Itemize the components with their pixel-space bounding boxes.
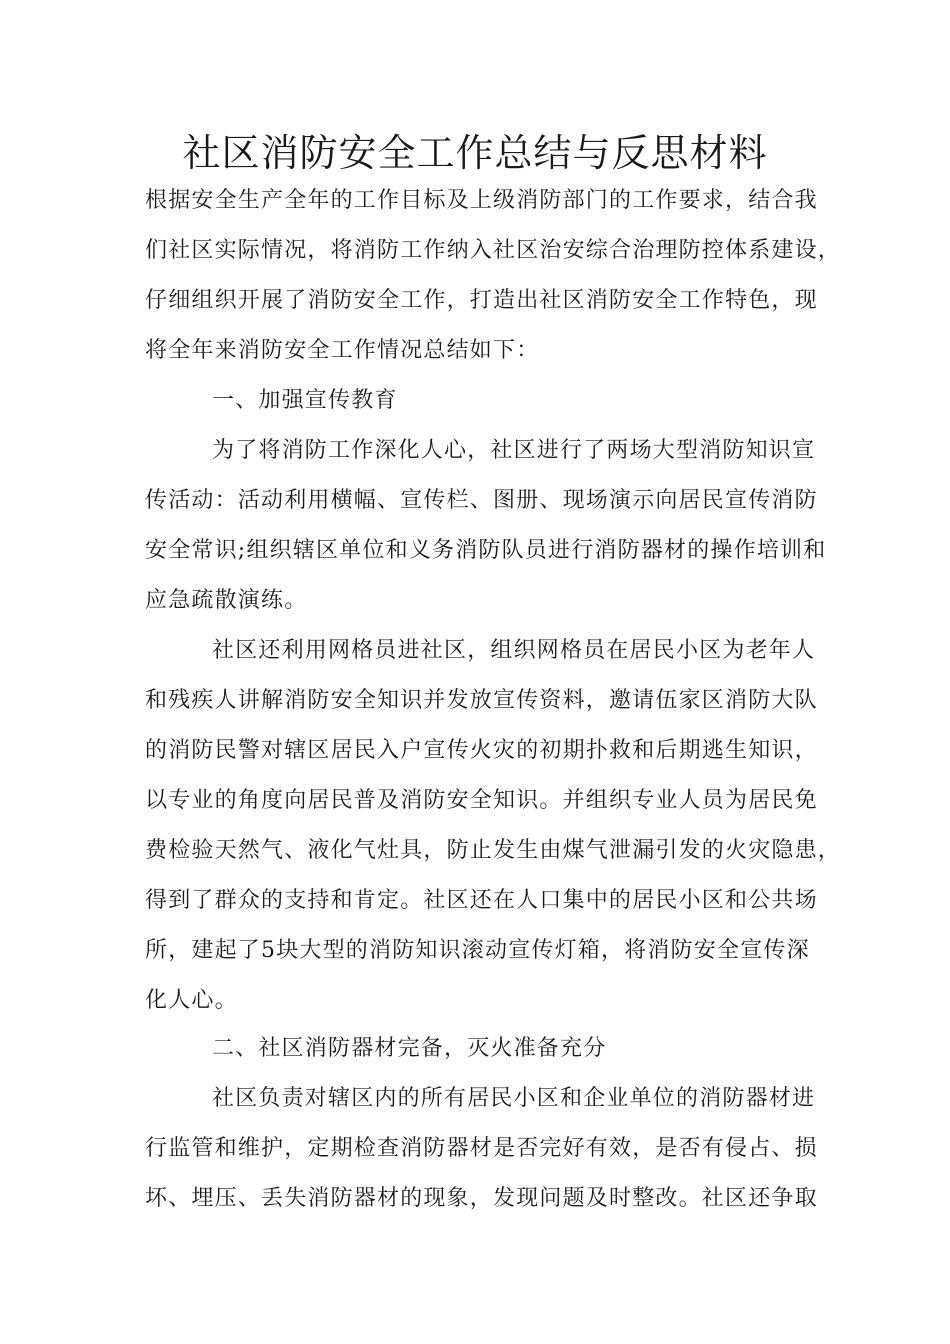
paragraph-line: 社区负责对辖区内的所有居民小区和企业单位的消防器材进 (212, 1086, 816, 1111)
intro-line-3: 仔细组织开展了消防安全工作，打造出社区消防安全工作特色，现 (145, 288, 818, 313)
paragraph-line: 所，建起了5块大型的消防知识滚动宣传灯箱，将消防安全宣传深 (145, 938, 810, 963)
intro-line-4: 将全年来消防安全工作情况总结如下： (145, 338, 540, 363)
paragraph-line: 传活动：活动利用横幅、宣传栏、图册、现场演示向居民宣传消防 (145, 488, 818, 513)
section-heading-1: 一、加强宣传教育 (212, 388, 398, 413)
intro-line-2: 们社区实际情况，将消防工作纳入社区治安综合治理防控体系建设， (145, 238, 842, 263)
paragraph-line: 以专业的角度向居民普及消防安全知识。并组织专业人员为居民免 (145, 788, 818, 813)
paragraph-line: 安全常识;组织辖区单位和义务消防队员进行消防器材的操作培训和 (145, 538, 827, 563)
paragraph-line: 行监管和维护，定期检查消防器材是否完好有效，是否有侵占、损 (145, 1136, 818, 1161)
paragraph-line: 费检验天然气、液化气灶具，防止发生由煤气泄漏引发的火灾隐患， (145, 838, 842, 863)
intro-line-1: 根据安全生产全年的工作目标及上级消防部门的工作要求，结合我 (145, 188, 818, 213)
paragraph-line: 的消防民警对辖区居民入户宣传火灾的初期扑救和后期逃生知识， (145, 738, 818, 763)
paragraph-line: 应急疏散演练。 (145, 588, 308, 613)
paragraph-line: 化人心。 (145, 988, 238, 1013)
paragraph-line: 和残疾人讲解消防安全知识并发放宣传资料，邀请伍家区消防大队 (145, 688, 818, 713)
document-title: 社区消防安全工作总结与反思材料 (182, 131, 768, 175)
paragraph-line: 得到了群众的支持和肯定。社区还在人口集中的居民小区和公共场 (145, 888, 818, 913)
paragraph-line: 坏、埋压、丢失消防器材的现象，发现问题及时整改。社区还争取 (145, 1186, 818, 1211)
paragraph-line: 为了将消防工作深化人心，社区进行了两场大型消防知识宣 (212, 438, 816, 463)
paragraph-line: 社区还利用网格员进社区，组织网格员在居民小区为老年人 (212, 638, 816, 663)
section-heading-2: 二、社区消防器材完备，灭火准备充分 (212, 1036, 607, 1061)
